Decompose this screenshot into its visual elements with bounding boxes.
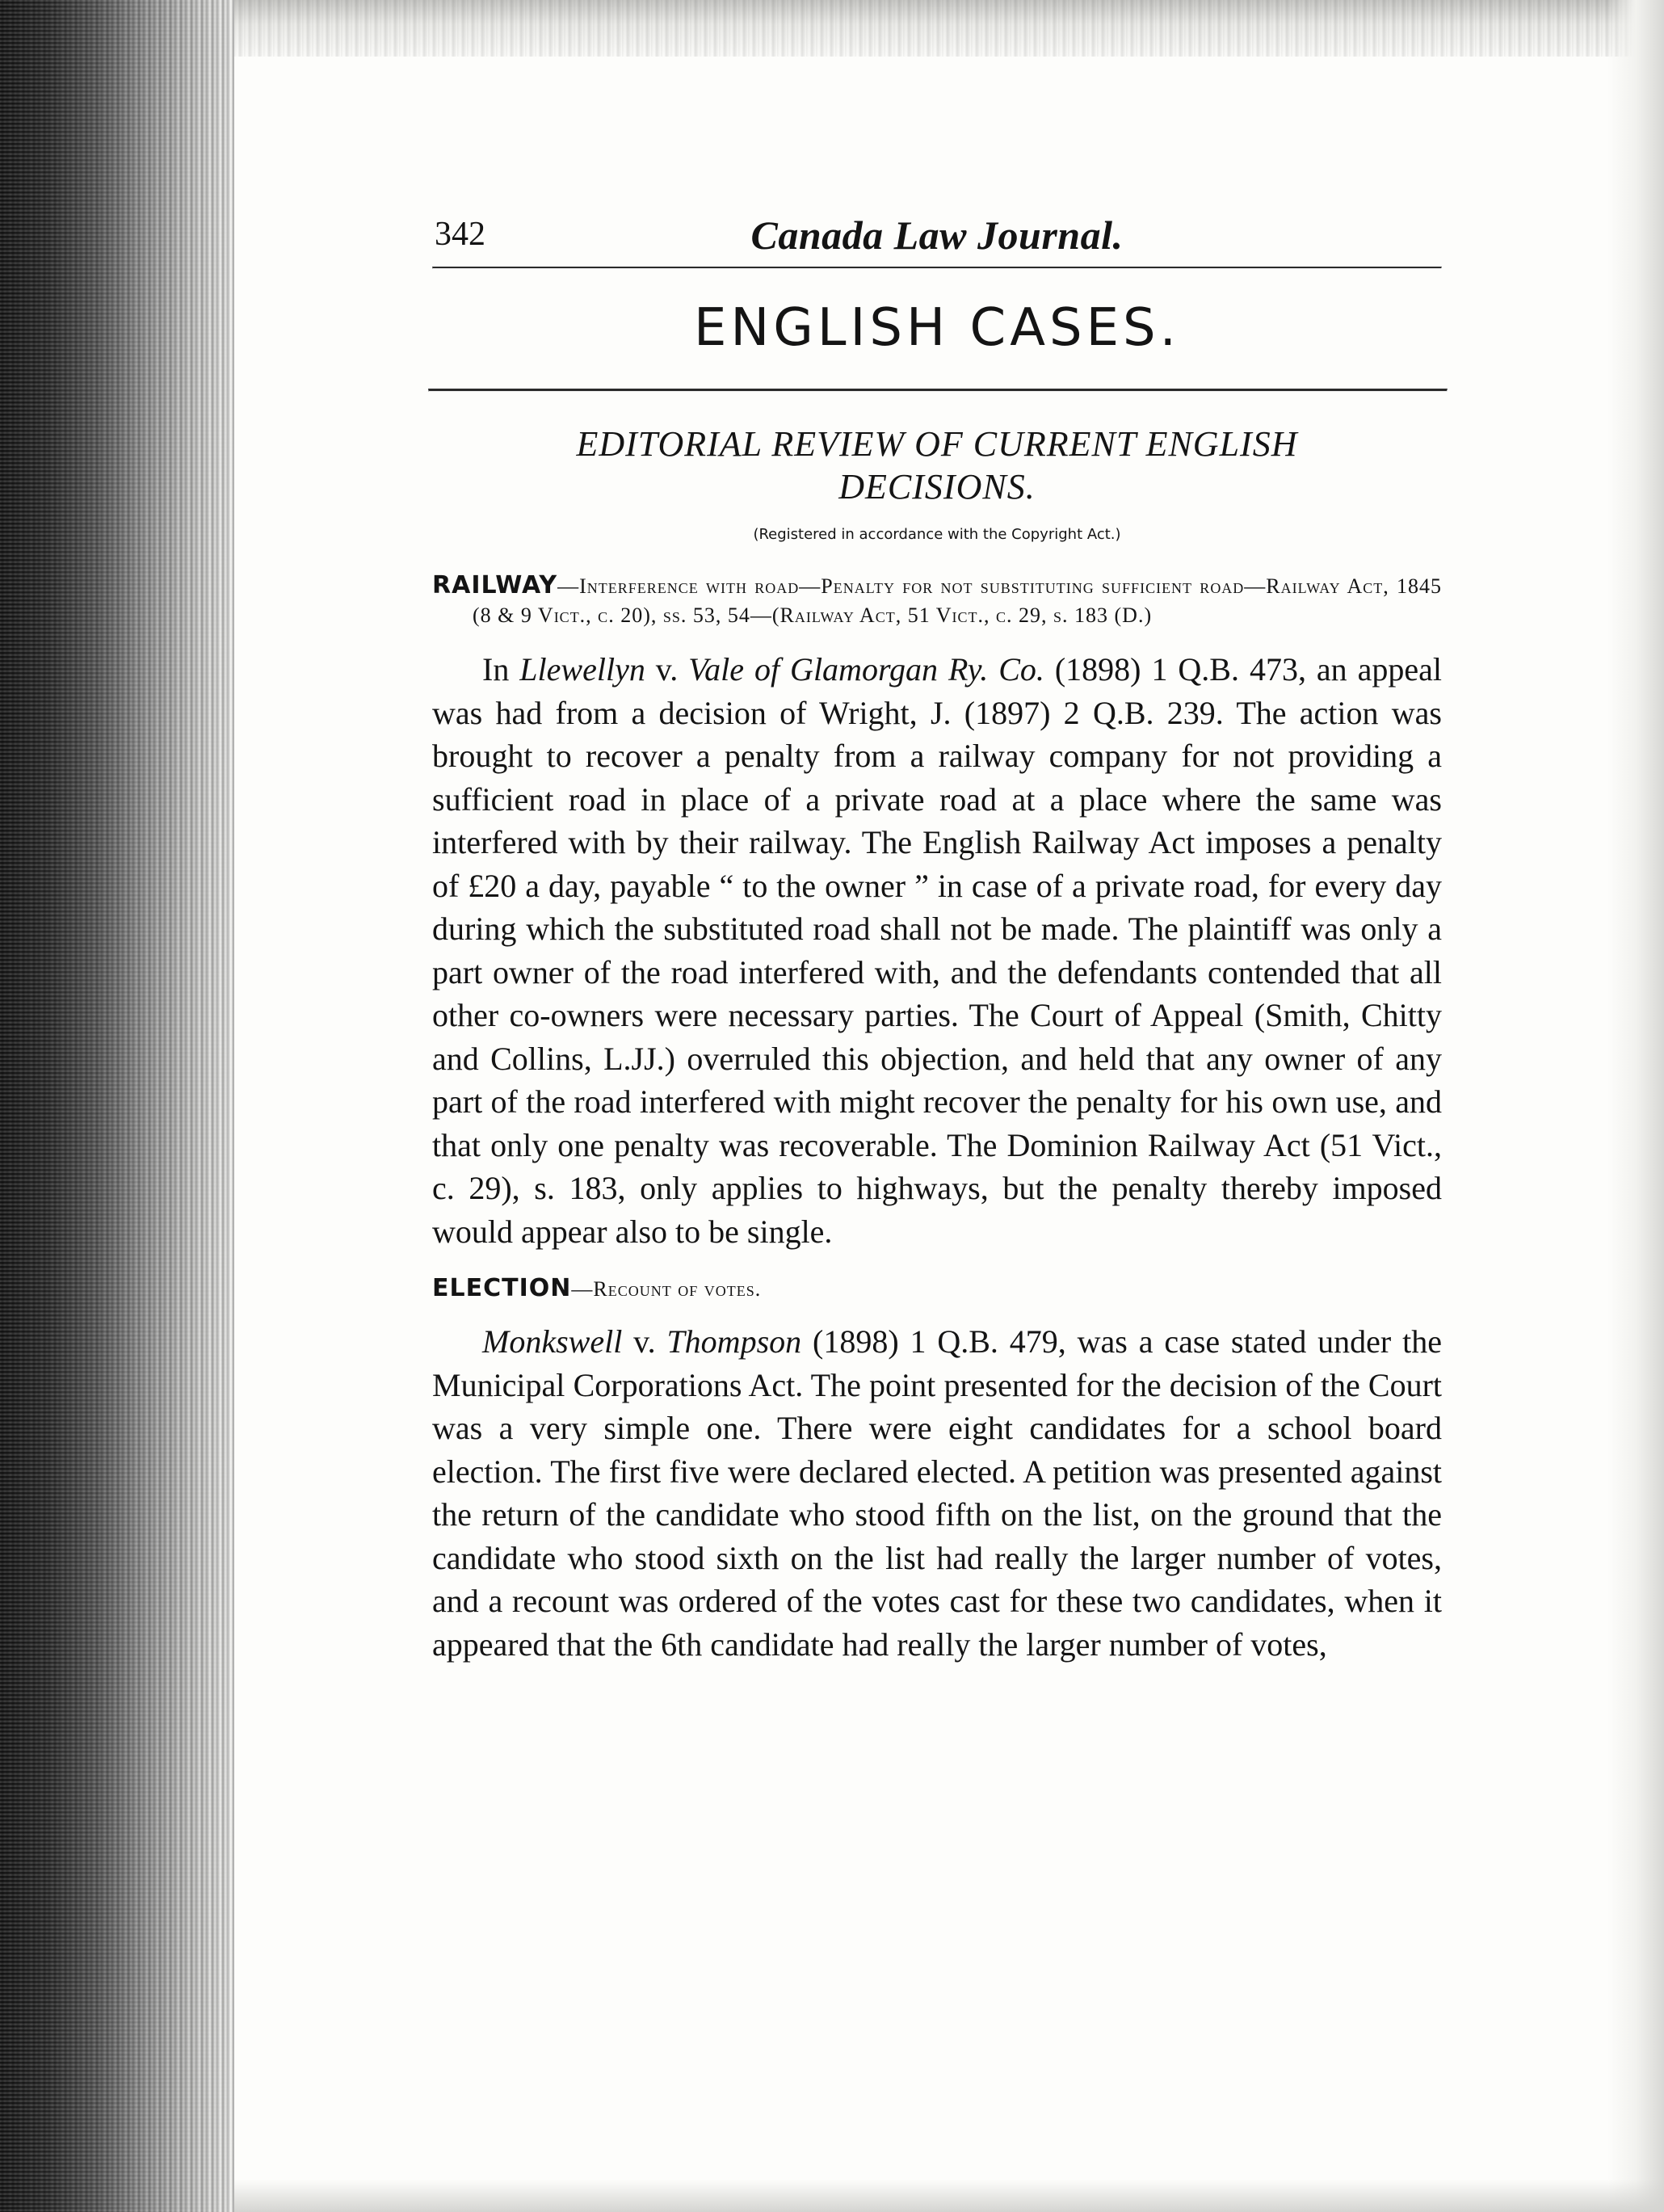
running-head (432, 210, 1442, 267)
railway-versus: v. (645, 651, 689, 688)
copyright-note: (Registered in accordance with the Copyright Act.) (753, 526, 1121, 543)
railway-description: —Interference with road—Penalty for not substituting sufficient road—Railway Act, 1845 (8 & 9 Vict., c. 20), ss. 53, 54—(Railway Act, 51 Vict., c. 29, s. 183 (D.) (473, 574, 1442, 627)
election-para-body: (1898) 1 Q.B. 479, was a case stated under the Municipal Corporations Act. The point presented for the decision of the Court was a very simple one. There were eight candidates for a school board election. The first five were declared elected. A petition was presented against the return of the candidate who stood fifth on the list, on the ground that the candidate who stood sixth on the list had really the larger number of votes, and a recount was ordered of the votes cast for these two candidates, when it appeared that the 6th candidate had really the larger number of votes, (432, 1323, 1442, 1663)
page-number: 342 (435, 216, 485, 253)
election-description: —Recount of votes. (571, 1277, 762, 1301)
page-top-edge (234, 0, 1664, 57)
railway-paragraph (432, 648, 1442, 1253)
journal-page (432, 210, 1442, 1666)
election-label: ELECTION (432, 1274, 572, 1302)
page-bottom-edge (234, 2180, 1664, 2212)
railway-para-lead: In (482, 651, 520, 688)
election-paragraph (432, 1320, 1442, 1666)
railway-label: RAILWAY (432, 571, 558, 599)
editorial-subtitle: EDITORIAL REVIEW OF CURRENT ENGLISH DECISIONS. (576, 424, 1298, 507)
page-right-edge (1607, 0, 1664, 2212)
header-rule (432, 267, 1442, 269)
journal-title: Canada Law Journal. (750, 212, 1124, 258)
railway-case-heading (432, 571, 1442, 630)
section-heading: ENGLISH CASES. (693, 298, 1181, 358)
section-rule (428, 389, 1448, 392)
election-versus: v. (622, 1323, 667, 1360)
book-binding-gutter (0, 0, 234, 2212)
railway-para-body: (1898) 1 Q.B. 473, an appeal was had from a decision of Wright, J. (1897) 2 Q.B. 239. The action was brought to recover a penalty from a railway company for not providing a sufficient road in place of a private road at a place where the same was interfered with by their railway. The English Railway Act imposes a penalty of £20 a day, payable “ to the owner ” in case of a private road, for every day during which the substituted road shall not be made. The plaintiff was only a part owner of the road interfered with, and the defendants contended that all other co-owners were necessary parties. The Court of Appeal (Smith, Chitty and Collins, L.JJ.) overruled this objection, and held that any owner of any part of the road interfered with might recover the penalty for his own use, and that only one penalty was recoverable. The Dominion Railway Act (51 Vict., c. 29), s. 183, only applies to highways, but the penalty thereby imposed would appear also to be single. (432, 651, 1442, 1250)
election-case-heading (432, 1274, 1442, 1304)
election-defendant-name: Thompson (666, 1323, 802, 1360)
railway-plaintiff-name: Llewellyn (519, 651, 645, 688)
election-plaintiff-name: Monkswell (482, 1323, 623, 1360)
railway-defendant-name: Vale of Glamorgan Ry. Co. (688, 651, 1044, 688)
